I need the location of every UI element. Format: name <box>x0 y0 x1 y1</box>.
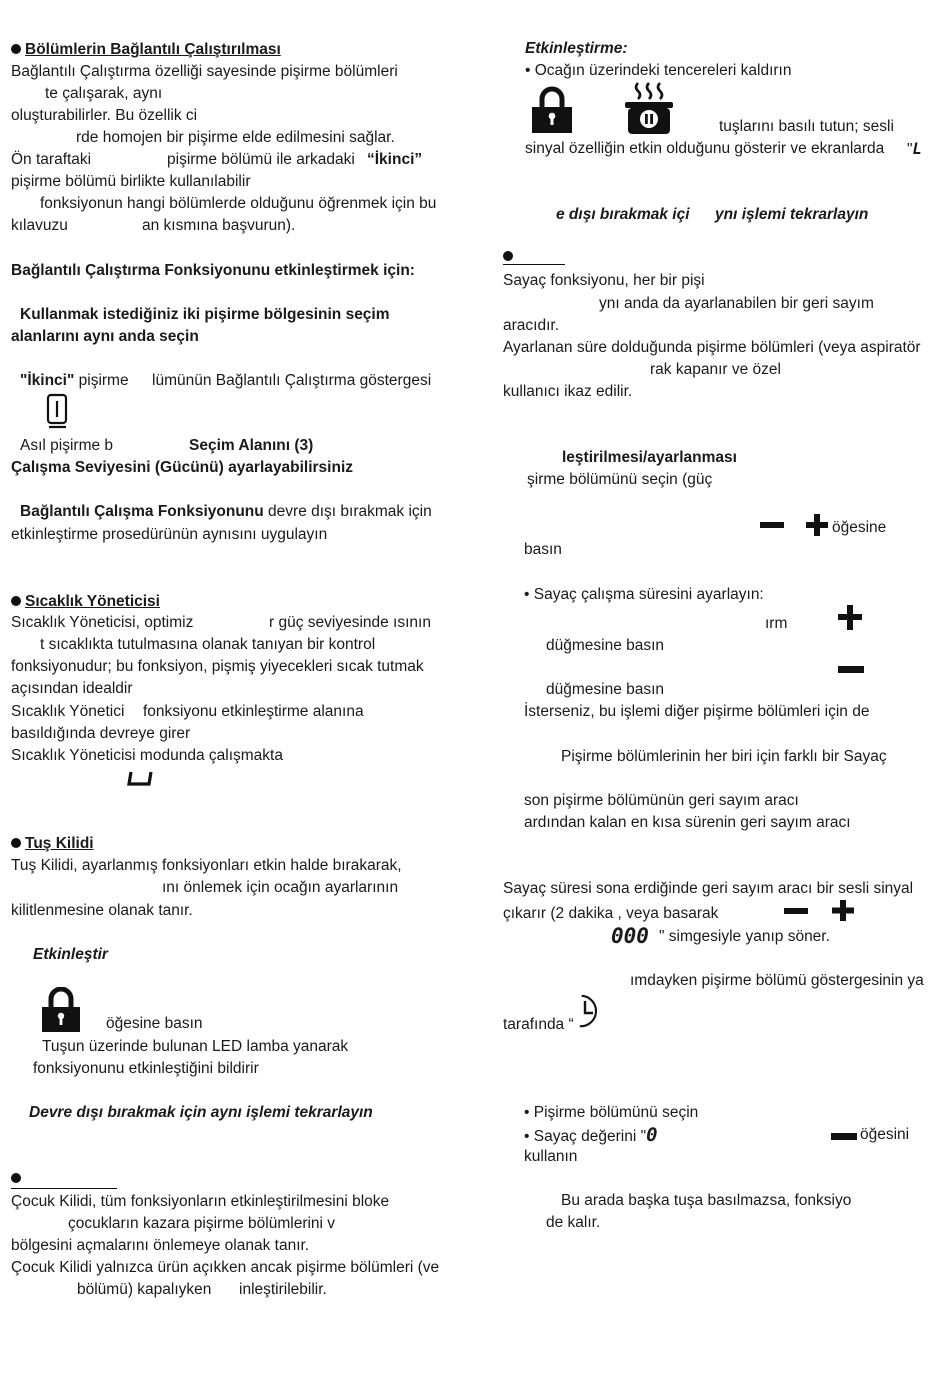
text-line: çocukların kazara pişirme bölümlerini v <box>68 1215 336 1232</box>
text-bold: “İkinci” <box>367 151 423 168</box>
text-line: te çalışarak, aynı <box>45 85 163 102</box>
text-line: Sıcaklık Yönetici <box>11 703 125 720</box>
plus-icon <box>838 605 862 630</box>
text-line: Bağlantılı Çalışma Fonksiyonunu devre dışı bırakmak için <box>20 503 432 520</box>
text-line: fonksiyonun hangi bölümlerde olduğunu öğrenmek için bu <box>40 195 437 212</box>
text-line: ynı anda da ayarlanabilen bir geri sayım <box>599 295 874 312</box>
subheading-deactivate: ynı işlemi tekrarlayın <box>715 206 869 223</box>
text-line: lümünün Bağlantılı Çalıştırma göstergesi <box>152 372 432 389</box>
text-line: Sıcaklık Yöneticisi, optimiz <box>11 614 194 631</box>
subheading-timer-set: leştirilmesi/ayarlanması <box>562 449 737 466</box>
subheading-deactivate: Devre dışı bırakmak için aynı işlemi tekrarlayın <box>29 1104 373 1121</box>
text-line: İsterseniz, bu işlemi diğer pişirme bölümleri için de <box>524 703 870 720</box>
text-line: ını önlemek için ocağın ayarlarının <box>162 879 399 896</box>
text-line: Ön taraftaki <box>11 151 92 168</box>
bullet-icon <box>11 838 21 848</box>
plus-icon <box>832 900 854 921</box>
text-line: Pişirme bölümlerinin her biri için farklı bir Sayaç <box>561 748 887 765</box>
text-line: öğesini <box>860 1126 910 1143</box>
text-line: fonksiyonudur; bu fonksiyon, pişmiş yiyecekleri sıcak tutmak <box>11 658 424 675</box>
plus-icon <box>806 514 828 536</box>
text-line: tuşlarını basılı tutun; sesli <box>719 118 894 135</box>
text-line: r güç seviyesinde ısının <box>269 614 431 631</box>
text-line: bölümü) kapalıyken <box>77 1281 212 1298</box>
bullet-icon <box>503 251 513 261</box>
text-line: son pişirme bölümünün geri sayım aracı <box>524 792 799 809</box>
text-line: • Ocağın üzerindeki tencereleri kaldırın <box>525 62 792 79</box>
minus-icon <box>760 522 784 528</box>
text-line: kilitlenmesine olanak tanır. <box>11 902 193 919</box>
text-line: düğmesine basın <box>546 681 665 698</box>
text-bold: alanlarını aynı anda seçin <box>11 328 199 345</box>
text-line: açısından idealdir <box>11 680 133 697</box>
text-bold: Kullanmak istediğiniz iki pişirme bölgesinin seçim <box>20 306 390 323</box>
minus-icon <box>831 1133 857 1140</box>
text-line: t sıcaklıkta tutulmasına olanak tanıyan bir kontrol <box>40 636 376 653</box>
timer-icon <box>576 991 600 1033</box>
lock-icon <box>41 987 81 1033</box>
text-line: "İkinci" pişirme <box>20 372 129 389</box>
text-line: tarafında “ <box>503 1016 574 1033</box>
section-subtitle: Bağlantılı Çalıştırma Fonksiyonunu etkinleştirmek için: <box>11 262 415 279</box>
text-line: rde homojen bir pişirme elde edilmesini sağlar. <box>76 129 395 146</box>
minus-icon <box>784 908 808 914</box>
subheading-deactivate: e dışı bırakmak içi <box>556 206 690 223</box>
text-bold: Çalışma Seviyesini (Gücünü) ayarlayabilirsiniz <box>11 459 353 476</box>
bullet-icon <box>11 44 21 54</box>
display-glyph: 0 <box>646 1124 658 1146</box>
text-line: oluşturabilirler. Bu özellik ci <box>11 107 198 124</box>
text-line: pişirme bölümü ile arkadaki <box>167 151 355 168</box>
section-title-key-lock: Tuş Kilidi <box>11 835 94 853</box>
linked-zone-icon <box>44 392 72 430</box>
heat-pause-icon <box>622 81 676 135</box>
text-line: bölgesini açmalarını önlemeye olanak tanır. <box>11 1237 310 1254</box>
text-line: Sıcaklık Yöneticisi modunda çalışmakta <box>11 747 283 764</box>
text-line: basıldığında devreye girer <box>11 725 191 742</box>
text-line: • Sayaç çalışma süresini ayarlayın: <box>524 586 764 603</box>
text-line: Tuşun üzerinde bulunan LED lamba yanarak <box>42 1038 349 1055</box>
text-line: fonksiyonu etkinleştirme alanına <box>143 703 364 720</box>
text-line: Ayarlanan süre dolduğunda pişirme bölümleri (veya aspiratör <box>503 339 921 356</box>
section-title-child-lock <box>11 1170 117 1189</box>
keep-warm-icon <box>127 770 153 786</box>
section-title-temp-manager: Sıcaklık Yöneticisi <box>11 593 160 611</box>
text-line: Tuş Kilidi, ayarlanmış fonksiyonları etkin halde bırakarak, <box>11 857 402 874</box>
display-glyph: L <box>912 140 922 158</box>
text-line: ırm <box>765 615 788 632</box>
text-line: • Pişirme bölümünü seçin <box>524 1104 699 1121</box>
text-line: Bağlantılı Çalıştırma özelliği sayesinde pişirme bölümleri <box>11 63 398 80</box>
text-line: kullanıcı ikaz edilir. <box>503 383 633 400</box>
bullet-icon <box>11 1173 21 1183</box>
text-line: düğmesine basın <box>546 637 665 654</box>
subheading-activate: Etkinleştir <box>33 946 108 963</box>
text-line: ımdayken pişirme bölümü göstergesinin ya <box>630 972 924 989</box>
section-title-linked-operation: Bölümlerin Bağlantılı Çalıştırılması <box>11 41 281 59</box>
text-line: etkinleştirme prosedürünün aynısını uygulayın <box>11 526 328 543</box>
text-line: Sayaç fonksiyonu, her bir pişi <box>503 272 705 289</box>
text-line: sinyal özelliğin etkin olduğunu gösterir ve ekranlarda <box>525 140 885 157</box>
text-line: de kalır. <box>546 1214 601 1231</box>
text-line: Asıl pişirme b <box>20 437 114 454</box>
text-line: inleştirilebilir. <box>239 1281 327 1298</box>
subheading-activation: Etkinleştirme: <box>525 40 628 57</box>
text-line: aracıdır. <box>503 317 559 334</box>
text-line: Sayaç süresi sona erdiğinde geri sayım aracı bir sesli sinyal <box>503 880 914 897</box>
lock-icon <box>531 86 573 134</box>
text-line: Çocuk Kilidi yalnızca ürün açıkken ancak pişirme bölümleri (ve <box>11 1259 440 1276</box>
text-line: öğesine <box>832 519 887 536</box>
text-line: kılavuzu <box>11 217 68 234</box>
text-line: öğesine basın <box>106 1015 203 1032</box>
text-line: kullanın <box>524 1148 578 1165</box>
text-line: pişirme bölümü birlikte kullanılabilir <box>11 173 251 190</box>
text-line: çıkarır (2 dakika , veya basarak <box>503 905 719 922</box>
bullet-icon <box>11 596 21 606</box>
text-line: rak kapanır ve özel <box>650 361 781 378</box>
text-line: ardından kalan en kısa sürenin geri sayım aracı <box>524 814 851 831</box>
text-bold: Seçim Alanını (3) <box>189 437 314 454</box>
timer-display-000: 000 <box>611 924 649 948</box>
text-line: basın <box>524 541 562 558</box>
text-line: Çocuk Kilidi, tüm fonksiyonların etkinleştirilmesini bloke <box>11 1193 390 1210</box>
text-line: • Sayaç değerini "0 <box>524 1124 658 1146</box>
text-line: şirme bölümünü seçin (güç <box>527 471 713 488</box>
text-line: fonksiyonunu etkinleştiğini bildirir <box>33 1060 259 1077</box>
text-line: Bu arada başka tuşa basılmazsa, fonksiyo <box>561 1192 852 1209</box>
text-line: "L <box>907 140 922 158</box>
section-title-timer <box>503 248 565 265</box>
text-line: an kısmına başvurun). <box>142 217 296 234</box>
text-line: " simgesiyle yanıp söner. <box>659 928 830 945</box>
minus-icon <box>838 666 864 673</box>
